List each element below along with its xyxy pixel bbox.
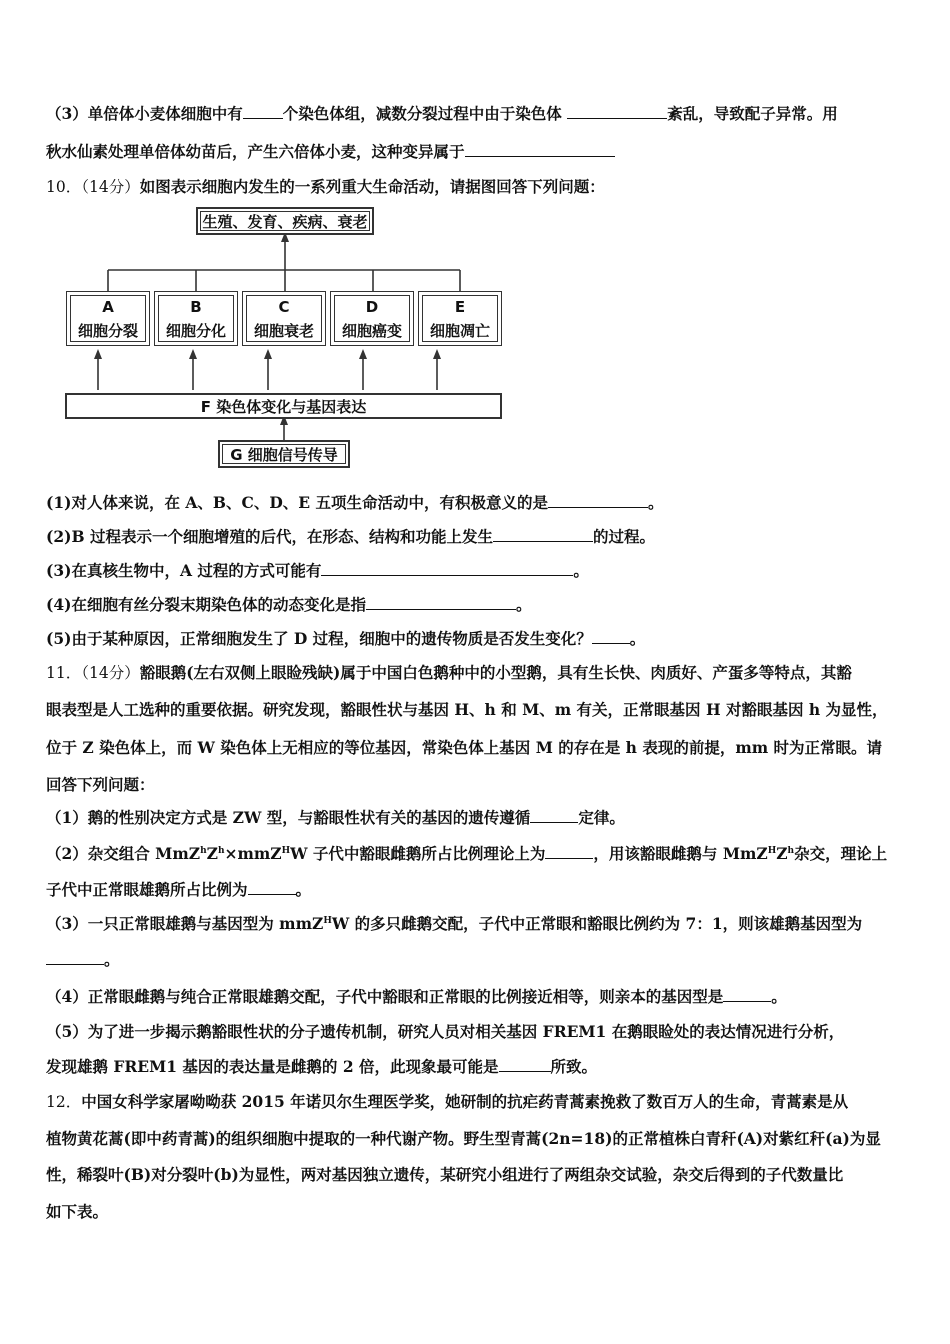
q10-sub3: (3)在真核生物中，A 过程的方式可能有 。 (46, 561, 589, 580)
answer-blank[interactable] (723, 986, 771, 1002)
q11-sub1: （1）鹅的性别决定方式是 ZW 型，与豁眼性状有关的基因的遗传遵循 定律。 (46, 808, 625, 827)
answer-blank[interactable] (493, 526, 593, 542)
q10-sub5: (5)由于某种原因，正常细胞发生了 D 过程，细胞中的遗传物质是否发生变化？ 。 (46, 629, 646, 648)
answer-blank[interactable] (548, 492, 648, 508)
question-number: 12． (46, 1093, 82, 1111)
g-box: G 细胞信号传导 (218, 440, 350, 468)
f-box: F 染色体变化与基因表达 (65, 393, 502, 419)
q11-stem-line2: 眼表型是人工选种的重要依据。研究发现，豁眼性状与基因 H、h 和 M、m 有关，正常眼基因 H 对豁眼基因 h 为显性， (46, 700, 888, 719)
q11-sub3-line2: 。 (46, 948, 120, 970)
answer-blank[interactable] (46, 949, 104, 965)
q12-line1: 12．中国女科学家屠呦呦获 2015 年诺贝尔生理医学奖，她研制的抗疟药青蒿素挽救了数百万人的生命，青蒿素是从 (46, 1092, 849, 1111)
q11-sub5: （5）为了进一步揭示鹅豁眼性状的分子遗传机制，研究人员对相关基因 FREM1 在鹅眼睑处的表达情况进行分析， (46, 1022, 845, 1041)
q10-sub4: (4)在细胞有丝分裂末期染色体的动态变化是指 。 (46, 595, 532, 614)
q9-part3-line1: （3）单倍体小麦体细胞中有 个染色体组，减数分裂过程中由于染色体 紊乱，导致配子异常。用 (46, 104, 838, 123)
q11-sub2-line2: 子代中正常眼雄鹅所占比例为 。 (46, 880, 312, 899)
q12-line4: 如下表。 (46, 1202, 109, 1221)
q12-line3: 性，稀裂叶(B)对分裂叶(b)为显性，两对基因独立遗传，某研究小组进行了两组杂交试验，杂交后得到的子代数量比 (46, 1165, 844, 1184)
answer-blank[interactable] (530, 807, 578, 823)
q11-stem-line3: 位于 Z 染色体上，而 W 染色体上无相应的等位基因，常染色体上基因 M 的存在是 h 表现的前提，mm 时为正常眼。请 (46, 738, 883, 757)
cell-box-d: D 细胞癌变 (330, 291, 414, 346)
answer-blank[interactable] (366, 594, 516, 610)
q11-stem-line4: 回答下列问题： (46, 775, 155, 794)
q11-sub2: （2）杂交组合 $MmZ^hZ^h\times mmZ^HW$ 子代中豁眼雌鹅所占比例理论上为 ，用该豁眼雌鹅与 $MmZ^HZ^h$杂交，理论上 (46, 844, 888, 863)
q10-sub1: (1)对人体来说，在 A、B、C、D、E 五项生命活动中，有积极意义的是 。 (46, 493, 664, 512)
answer-blank[interactable] (545, 843, 593, 859)
cell-box-e: E 细胞凋亡 (418, 291, 502, 346)
q12-line2: 植物黄花蒿(即中药青蒿)的组织细胞中提取的一种代谢产物。野生型青蒿(2n=18)的正常植株白青秆(A)对紫红秆(a)为显 (46, 1129, 881, 1148)
answer-blank[interactable] (499, 1056, 551, 1072)
outcome-box: 生殖、发育、疾病、衰老 (196, 207, 374, 235)
cell-box-c: C 细胞衰老 (242, 291, 326, 346)
q11-sub5-line2: 发现雄鹅 FREM1 基因的表达量是雌鹅的 2 倍，此现象最可能是 所致。 (46, 1057, 598, 1076)
q11-sub4: （4）正常眼雌鹅与纯合正常眼雄鹅交配，子代中豁眼和正常眼的比例接近相等，则亲本的基因型是 。 (46, 987, 787, 1006)
q11-stem-line1: 11．（14分）豁眼鹅(左右双侧上眼睑残缺)属于中国白色鹅种中的小型鹅，具有生长快、肉质好、产蛋多等特点，其豁 (46, 663, 852, 682)
answer-blank[interactable] (592, 628, 630, 644)
q10-stem: 10．（14分）如图表示细胞内发生的一系列重大生命活动，请据图回答下列问题： (46, 177, 605, 196)
question-number: 10．（14分） (46, 178, 140, 196)
answer-blank[interactable] (321, 560, 573, 576)
answer-blank[interactable] (248, 879, 296, 895)
cell-box-b: B 细胞分化 (154, 291, 238, 346)
question-number: 11．（14分） (46, 664, 140, 682)
q10-sub2: (2)B 过程表示一个细胞增殖的后代，在形态、结构和功能上发生 的过程。 (46, 527, 655, 546)
cell-box-a: A 细胞分裂 (66, 291, 150, 346)
q9-part3-line2: 秋水仙素处理单倍体幼苗后，产生六倍体小麦，这种变异属于 (46, 140, 615, 162)
q11-sub3: （3）一只正常眼雄鹅与基因型为 mmZ$^H$W 的多只雌鹅交配，子代中正常眼和豁眼比例约为 7：1，则该雄鹅基因型为 (46, 914, 863, 933)
